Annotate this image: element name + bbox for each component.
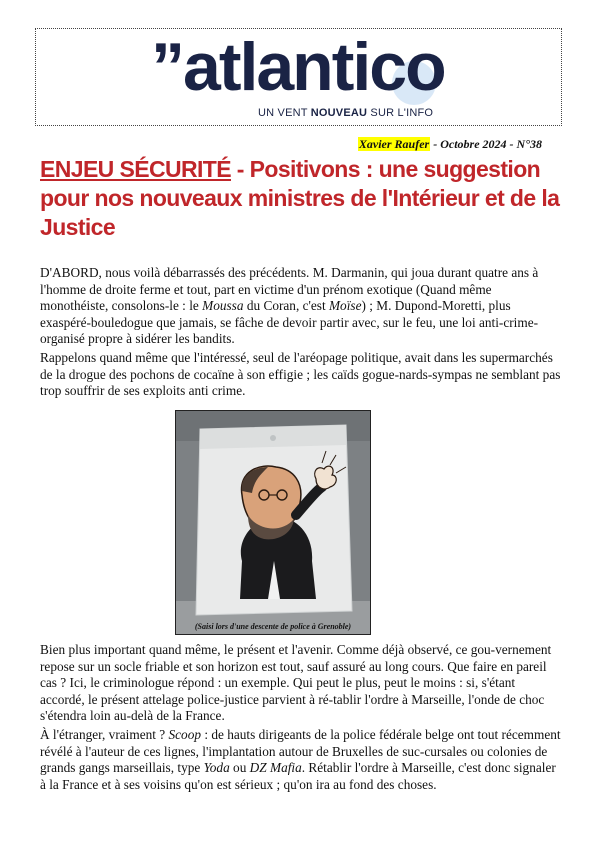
article-photo (175, 410, 371, 635)
p1-text-b: du Coran, c'est (243, 298, 329, 314)
article-paragraph-3: Bien plus important quand même, le présent et l'avenir. Comme déjà observé, ce gou-vernement repose sur un socle friable et son horizon est tout, sauf assuré au long cours. Que faire en pareil cas ? Ici, le criminologue répond : un exemple. Qui peut le plus, peut le moins : si, s'étant accordé, le présent attelage police-justice parvient à ré-tablir l'ordre à Marseille, l'onde de choc s'étendra loin au-delà de la France. (40, 642, 552, 724)
tagline-bold: NOUVEAU (310, 107, 368, 119)
byline (358, 137, 542, 152)
p4-text-b: : de hauts dirigeants de la police fédérale belge ont tout récemment révélé à l'auteur de ces lignes, l'implantation autour de Bruxelles de suc-cursales ou colonies de grands gangs marseillais, type (40, 727, 561, 776)
p4-text-d: . Rétablir l'ordre à Marseille, c'est donc signaler à la France et à ses voisins qu'on est sérieux ; qu'on ira au fond des choses. (40, 760, 556, 792)
caricature-bag-illustration (176, 411, 370, 634)
article-paragraph-4 (40, 727, 562, 793)
masthead (35, 28, 562, 126)
article-paragraph-2: Rappelons quand même que l'intéressé, seul de l'aréopage politique, avait dans les supermarchés de la drogue des pochons de cocaïne à son effigie ; les caïds gogue-nards-sympas ne semblant pas trop souffrir de ses exploits anti crime. (40, 350, 561, 399)
p1-italic-moise: Moïse (328, 298, 362, 314)
byline-author: Xavier Raufer (358, 137, 430, 151)
logo-tagline (258, 107, 433, 119)
p4-italic-dz-mafia: DZ Mafia (249, 760, 302, 776)
p1-text-c: ) ; M. Dupond-Moretti, plus exaspéré-bouledogue que jamais, se fâche de devoir partir avec, sur le feu, une loi anti-crime-organisé propre à sidérer les bandits. (40, 298, 539, 347)
headline-title: - Positivons : une suggestion pour nos nouveaux ministres de l'Intérieur et de la Justice (40, 156, 560, 240)
photo-caption: (Saisi lors d'une descente de police à Grenoble) (194, 622, 352, 631)
article-paragraph-1 (40, 265, 562, 348)
byline-date-issue: - Octobre 2024 - N°38 (430, 137, 542, 151)
logo-wordmark: ”atlantico (151, 29, 445, 105)
headline-kicker: ENJEU SÉCURITÉ (40, 156, 231, 182)
headline (40, 155, 560, 242)
tagline-pre: UN VENT (258, 107, 311, 119)
p4-text-a: À l'étranger, vraiment ? (40, 727, 169, 742)
paragraph-lead: D'ABORD (40, 265, 99, 280)
atlantico-logo (151, 29, 451, 113)
p4-text-c: ou (229, 760, 250, 776)
tagline-post: SUR L'INFO (367, 107, 434, 119)
p4-italic-yoda: Yoda (203, 760, 230, 776)
p4-italic-scoop: Scoop (168, 727, 201, 742)
p1-text-a: , nous voilà débarrassés des précédents. M. Darmanin, qui joua durant quatre ans à l'homme de droite ferme et tout, part en victime d'un prénom exotique (Quand même monothéiste, consolons-le : le (40, 265, 539, 314)
p1-italic-moussa: Moussa (202, 298, 244, 314)
